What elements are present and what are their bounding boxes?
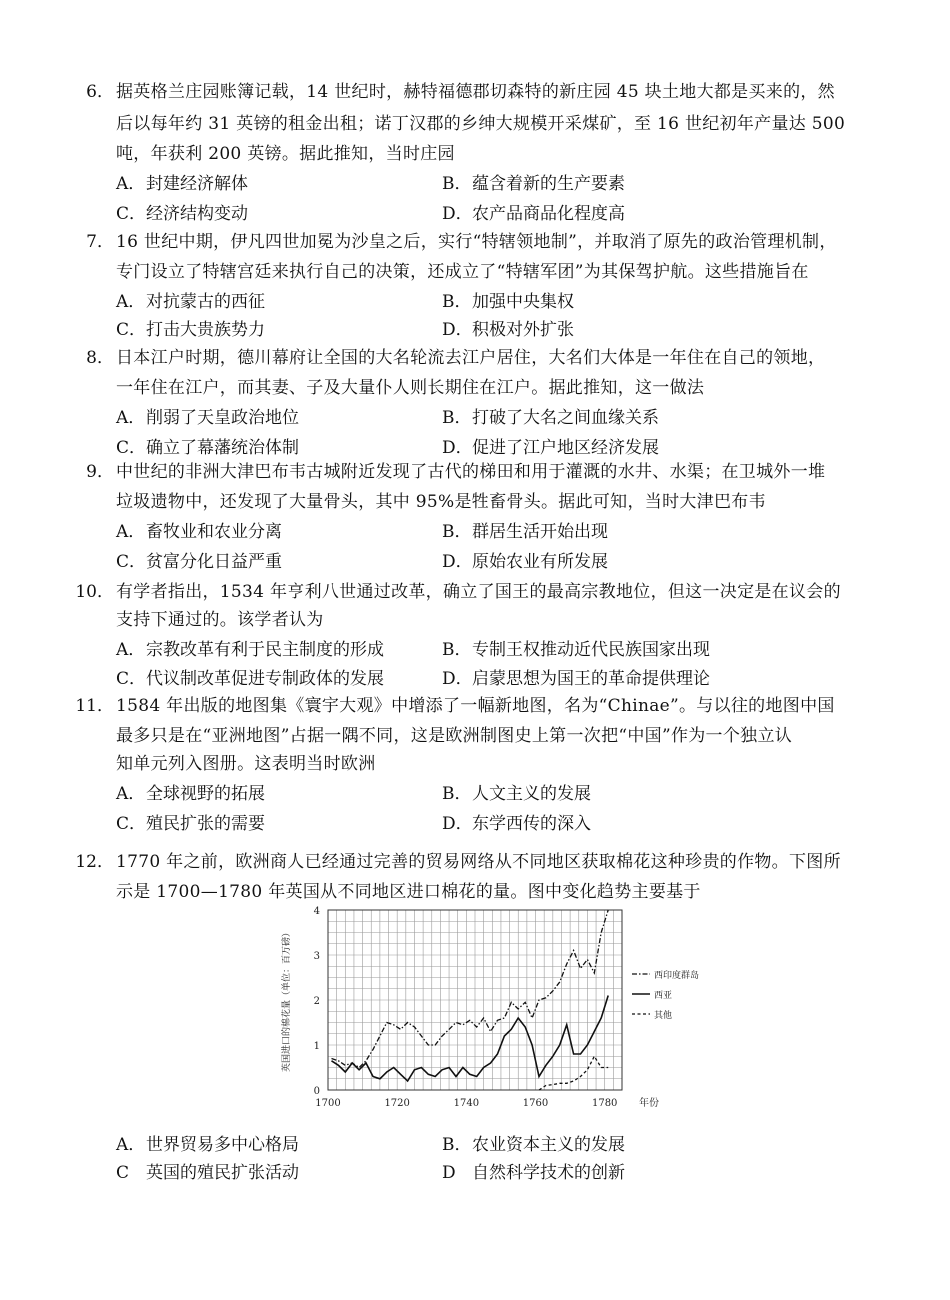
option-text: 代议制改革促进专制政体的发展 bbox=[146, 669, 384, 689]
option-key: B． bbox=[442, 522, 472, 542]
option-text: 全球视野的拓展 bbox=[146, 784, 265, 804]
answer-option[interactable] bbox=[442, 667, 710, 691]
option-key: B． bbox=[442, 408, 472, 428]
legend-label: 西亚 bbox=[654, 991, 673, 1001]
option-text: 蕴含着新的生产要素 bbox=[472, 174, 625, 194]
answer-option[interactable] bbox=[116, 172, 248, 196]
option-key: C． bbox=[116, 438, 147, 458]
x-axis-label: 年份 bbox=[639, 1098, 659, 1109]
answer-option[interactable] bbox=[116, 1133, 299, 1157]
answer-option[interactable] bbox=[442, 638, 710, 662]
answer-option[interactable] bbox=[116, 520, 282, 544]
option-text: 世界贸易多中心格局 bbox=[146, 1135, 299, 1155]
option-text: 加强中央集权 bbox=[472, 292, 574, 312]
answer-option[interactable] bbox=[442, 520, 608, 544]
answer-option[interactable] bbox=[116, 202, 248, 226]
question-number: 8． bbox=[86, 348, 114, 368]
option-key: C． bbox=[116, 552, 147, 572]
question-stem-line: 中世纪的非洲大津巴布韦古城附近发现了古代的梯田和用于灌溉的水井、水渠；在卫城外一堆 bbox=[116, 462, 826, 482]
option-text: 宗教改革有利于民主制度的形成 bbox=[146, 640, 384, 660]
option-text: 贫富分化日益严重 bbox=[146, 552, 282, 572]
answer-option[interactable] bbox=[442, 1133, 625, 1157]
option-text: 促进了江户地区经济发展 bbox=[472, 438, 659, 458]
option-text: 对抗蒙古的西征 bbox=[146, 292, 265, 312]
option-text: 经济结构变动 bbox=[146, 204, 248, 224]
x-tick-label: 1700 bbox=[315, 1098, 341, 1109]
option-text: 人文主义的发展 bbox=[472, 784, 591, 804]
question-stem-line: 后以每年约 31 英镑的租金出租；诺丁汉郡的乡绅大规模开采煤矿，至 16 世纪初年产量达 500 bbox=[116, 114, 846, 134]
option-key: C． bbox=[116, 669, 147, 689]
question-stem-line: 1770 年之前，欧洲商人已经通过完善的贸易网络从不同地区获取棉花这种珍贵的作物。下图所 bbox=[116, 852, 841, 872]
option-key: B． bbox=[442, 174, 472, 194]
option-text: 确立了幕藩统治体制 bbox=[146, 438, 299, 458]
option-text: 封建经济解体 bbox=[146, 174, 248, 194]
answer-option[interactable] bbox=[442, 318, 574, 342]
question-stem-line: 吨，年获利 200 英镑。据此推知，当时庄园 bbox=[116, 144, 455, 164]
x-tick-label: 1780 bbox=[591, 1098, 618, 1109]
option-key: C． bbox=[116, 320, 147, 340]
answer-option[interactable] bbox=[116, 667, 384, 691]
question-stem-line: 1584 年出版的地图集《寰宇大观》中增添了一幅新地图，名为“Chinae”。与以往的地图中国 bbox=[116, 696, 835, 716]
option-key: D． bbox=[442, 438, 473, 458]
option-key: A． bbox=[116, 784, 146, 804]
question-stem-line: 专门设立了特辖宫廷来执行自己的决策，还成立了“特辖军团”为其保驾护航。这些措施旨在 bbox=[116, 262, 809, 282]
option-key: D bbox=[442, 1163, 456, 1183]
question-number: 10． bbox=[75, 582, 114, 602]
x-tick-label: 1720 bbox=[384, 1098, 410, 1109]
option-text: 农业资本主义的发展 bbox=[472, 1135, 625, 1155]
option-text: 专制王权推动近代民族国家出现 bbox=[472, 640, 710, 660]
option-key: A． bbox=[116, 292, 146, 312]
legend-label: 西印度群岛 bbox=[654, 971, 700, 981]
question-number: 12． bbox=[75, 852, 114, 872]
option-key: D． bbox=[442, 320, 473, 340]
answer-option[interactable] bbox=[116, 290, 265, 314]
question-number: 9． bbox=[86, 462, 114, 482]
option-key: B． bbox=[442, 292, 472, 312]
answer-option[interactable] bbox=[442, 202, 625, 226]
x-tick-label: 1740 bbox=[453, 1098, 480, 1109]
question-stem-line: 一年住在江户，而其妻、子及大量仆人则长期住在江户。据此推知，这一做法 bbox=[116, 378, 705, 398]
question-stem-line: 垃圾遗物中，还发现了大量骨头，其中 95%是牲畜骨头。据此可知，当时大津巴布韦 bbox=[116, 492, 766, 512]
answer-option[interactable] bbox=[116, 436, 299, 460]
option-text: 英国的殖民扩张活动 bbox=[146, 1163, 299, 1183]
option-key: C． bbox=[116, 814, 147, 834]
answer-option[interactable] bbox=[116, 812, 265, 836]
question-stem-line: 知单元列入图册。这表明当时欧洲 bbox=[116, 754, 376, 774]
y-tick-label: 0 bbox=[313, 1086, 320, 1097]
option-text: 自然科学技术的创新 bbox=[472, 1163, 625, 1183]
answer-option[interactable] bbox=[442, 550, 608, 574]
answer-option[interactable] bbox=[442, 290, 574, 314]
option-text: 畜牧业和农业分离 bbox=[146, 522, 282, 542]
y-tick-label: 2 bbox=[313, 996, 320, 1007]
option-text: 殖民扩张的需要 bbox=[146, 814, 265, 834]
option-key: A． bbox=[116, 408, 146, 428]
option-text: 原始农业有所发展 bbox=[472, 552, 608, 572]
question-stem-line: 最多只是在“亚洲地图”占据一隅不同，这是欧洲制图史上第一次把“中国”作为一个独立认 bbox=[116, 726, 793, 746]
option-key: C． bbox=[116, 204, 147, 224]
answer-option[interactable] bbox=[442, 172, 625, 196]
answer-option[interactable] bbox=[442, 436, 659, 460]
option-key: D． bbox=[442, 669, 473, 689]
option-text: 打破了大名之间血缘关系 bbox=[472, 408, 659, 428]
option-text: 农产品商品化程度高 bbox=[472, 204, 625, 224]
option-key: B． bbox=[442, 1135, 472, 1155]
legend-label: 其他 bbox=[654, 1011, 673, 1021]
option-key: B． bbox=[442, 784, 472, 804]
answer-option[interactable] bbox=[442, 812, 591, 836]
option-text: 削弱了天皇政治地位 bbox=[146, 408, 299, 428]
question-stem-line: 16 世纪中期，伊凡四世加冕为沙皇之后，实行“特辖领地制”，并取消了原先的政治管理机制， bbox=[116, 232, 837, 252]
question-number: 11． bbox=[75, 696, 114, 716]
option-text: 东学西传的深入 bbox=[472, 814, 591, 834]
option-key: A． bbox=[116, 640, 146, 660]
option-key: D． bbox=[442, 814, 473, 834]
y-axis-label: 英国进口的棉花量（单位：百万磅） bbox=[282, 927, 292, 1073]
cotton-import-chart bbox=[275, 900, 715, 1125]
option-key: A． bbox=[116, 174, 146, 194]
option-text: 启蒙思想为国王的革命提供理论 bbox=[472, 669, 710, 689]
answer-option[interactable] bbox=[116, 550, 282, 574]
option-key: C bbox=[116, 1163, 130, 1183]
option-key: B． bbox=[442, 640, 472, 660]
answer-option[interactable] bbox=[442, 1161, 625, 1185]
option-key: A． bbox=[116, 1135, 146, 1155]
y-tick-label: 4 bbox=[313, 906, 320, 917]
question-stem-line: 示是 1700—1780 年英国从不同地区进口棉花的量。图中变化趋势主要基于 bbox=[116, 882, 701, 902]
answer-option[interactable] bbox=[442, 782, 591, 806]
question-stem-line: 有学者指出，1534 年亨利八世通过改革，确立了国王的最高宗教地位，但这一决定是在议会的 bbox=[116, 582, 841, 602]
answer-option[interactable] bbox=[116, 782, 265, 806]
y-tick-label: 1 bbox=[313, 1041, 320, 1052]
option-text: 群居生活开始出现 bbox=[472, 522, 608, 542]
y-tick-label: 3 bbox=[313, 951, 320, 962]
option-key: D． bbox=[442, 552, 473, 572]
answer-option[interactable] bbox=[116, 406, 299, 430]
question-stem-line: 日本江户时期，德川幕府让全国的大名轮流去江户居住，大名们大体是一年住在自己的领地， bbox=[116, 348, 826, 368]
question-stem-line: 据英格兰庄园账簿记载，14 世纪时，赫特福德郡切森特的新庄园 45 块土地大都是买来的，然 bbox=[116, 82, 835, 102]
answer-option[interactable] bbox=[116, 638, 384, 662]
option-text: 积极对外扩张 bbox=[472, 320, 574, 340]
answer-option[interactable] bbox=[116, 1161, 299, 1185]
answer-option[interactable] bbox=[442, 406, 659, 430]
series-line-1 bbox=[332, 996, 609, 1082]
option-key: D． bbox=[442, 204, 473, 224]
option-key: A． bbox=[116, 522, 146, 542]
option-text: 打击大贵族势力 bbox=[146, 320, 265, 340]
question-number: 6． bbox=[86, 82, 114, 102]
question-number: 7． bbox=[86, 232, 114, 252]
answer-option[interactable] bbox=[116, 318, 265, 342]
x-tick-label: 1760 bbox=[522, 1098, 549, 1109]
question-stem-line: 支持下通过的。该学者认为 bbox=[116, 610, 324, 630]
